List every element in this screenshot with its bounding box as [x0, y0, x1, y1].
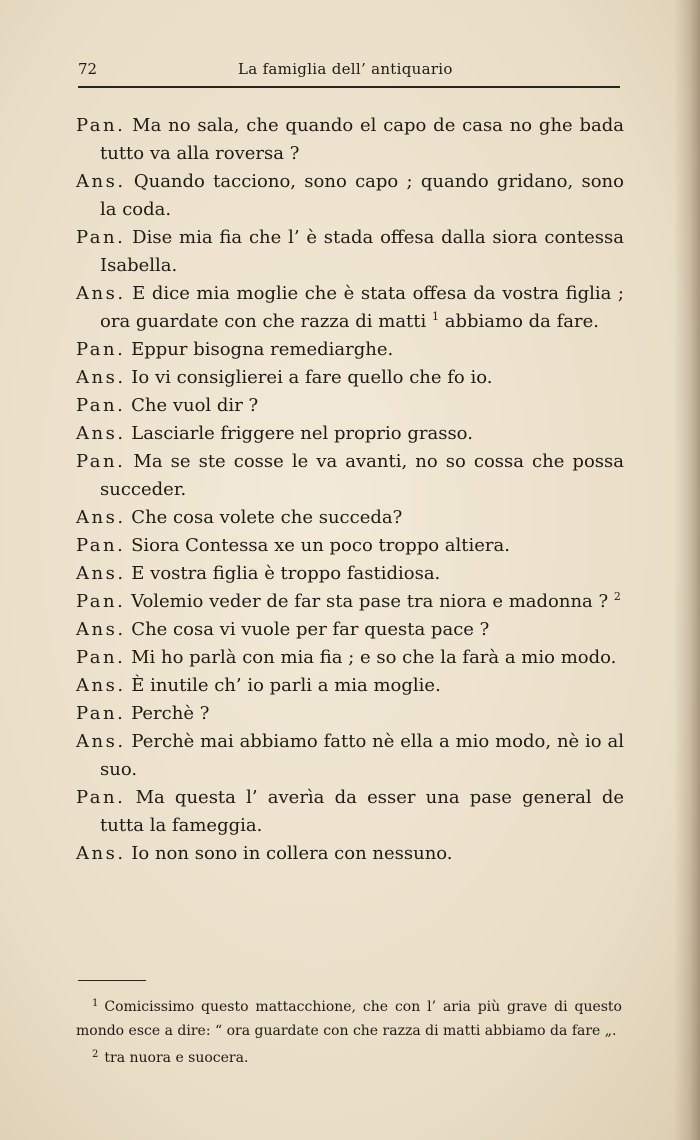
speaker-label: Ans. — [76, 675, 126, 696]
speaker-label: Ans. — [76, 507, 126, 528]
speaker-label: Ans. — [76, 843, 126, 864]
dialogue-line — [76, 672, 624, 700]
footnote-text: Comicissimo questo mattacchione, che con l’ aria più grave di questo mondo esce a dire: “ ora guardate con che razza di matti abbiamo da fare „. — [76, 999, 622, 1039]
line-text: È inutile ch’ io parli a mia moglie. — [131, 675, 441, 696]
speaker-label: Pan. — [76, 451, 126, 472]
speaker-label: Pan. — [76, 115, 126, 136]
dialogue-line — [76, 112, 624, 168]
speaker-label: Pan. — [76, 591, 126, 612]
speaker-label: Ans. — [76, 171, 126, 192]
speaker-label: Ans. — [76, 423, 126, 444]
line-text: E vostra figlia è troppo fastidiosa. — [131, 563, 441, 584]
line-text: Lasciarle friggere nel proprio grasso. — [131, 423, 473, 444]
speaker-label: Ans. — [76, 563, 126, 584]
dialogue-line — [76, 728, 624, 784]
dialogue-line — [76, 532, 624, 560]
speaker-label: Pan. — [76, 647, 126, 668]
footnote-mark: 2 — [92, 1049, 99, 1060]
dialogue-line — [76, 392, 624, 420]
dialogue-line — [76, 280, 624, 336]
footnotes — [76, 992, 622, 1070]
line-text: Ma se ste cosse le va avanti, no so cossa che possa succeder. — [100, 451, 624, 500]
dialogue-line — [76, 784, 624, 840]
line-text: Ma questa l’ averìa da esser una pase general de tutta la fameggia. — [100, 787, 624, 836]
speaker-label: Pan. — [76, 339, 126, 360]
line-text: Mi ho parlà con mia fia ; e so che la farà a mio modo. — [131, 647, 617, 668]
line-text: Perchè ? — [131, 703, 210, 724]
speaker-label: Ans. — [76, 619, 126, 640]
footnote-text: tra nuora e suocera. — [104, 1050, 249, 1066]
line-text: Ma no sala, che quando el capo de casa no ghe bada tutto va alla roversa ? — [100, 115, 624, 164]
line-text: Io vi consiglierei a fare quello che fo io. — [131, 367, 493, 388]
speaker-label: Pan. — [76, 395, 126, 416]
footnote-ref: 1 — [432, 310, 440, 323]
dialogue-line — [76, 616, 624, 644]
running-title: La famiglia dell’ antiquario — [238, 60, 453, 78]
line-text: Perchè mai abbiamo fatto nè ella a mio modo, nè io al suo. — [100, 731, 624, 780]
dialogue-line — [76, 840, 624, 868]
footnote — [76, 992, 622, 1043]
dialogue-line — [76, 448, 624, 504]
line-text: Eppur bisogna remediarghe. — [131, 339, 394, 360]
line-text: Che vuol dir ? — [131, 395, 259, 416]
speaker-label: Ans. — [76, 731, 126, 752]
line-text: E dice mia moglie che è stata offesa da vostra figlia ; ora guardate con che razza di matti — [100, 283, 624, 332]
dialogue-line — [76, 420, 624, 448]
dialogue-line — [76, 644, 624, 672]
dialogue-line — [76, 588, 624, 616]
footnote-ref: 2 — [613, 590, 621, 603]
line-text: Io non sono in collera con nessuno. — [131, 843, 453, 864]
speaker-label: Pan. — [76, 787, 126, 808]
line-text: Dise mia fia che l’ è stada offesa dalla siora contessa Isabella. — [100, 227, 624, 276]
speaker-label: Ans. — [76, 367, 126, 388]
speaker-label: Ans. — [76, 283, 126, 304]
dialogue-line — [76, 504, 624, 532]
dialogue-line — [76, 560, 624, 588]
footnote-divider — [78, 980, 146, 981]
dialogue-body — [76, 112, 624, 868]
line-text: Quando tacciono, sono capo ; quando gridano, sono la coda. — [100, 171, 624, 220]
page-edge-shadow — [674, 0, 700, 1140]
page-number: 72 — [78, 60, 98, 78]
line-text: Siora Contessa xe un poco troppo altiera. — [131, 535, 510, 556]
speaker-label: Pan. — [76, 535, 126, 556]
line-text: Volemio veder de far sta pase tra niora e madonna ? — [131, 591, 609, 612]
page-header — [78, 58, 620, 88]
dialogue-line — [76, 700, 624, 728]
line-text-continued: abbiamo da fare. — [444, 311, 599, 332]
speaker-label: Pan. — [76, 703, 126, 724]
dialogue-line — [76, 168, 624, 224]
dialogue-line — [76, 224, 624, 280]
footnote-mark: 1 — [92, 998, 99, 1009]
line-text: Che cosa volete che succeda? — [131, 507, 403, 528]
dialogue-line — [76, 336, 624, 364]
speaker-label: Pan. — [76, 227, 126, 248]
dialogue-line — [76, 364, 624, 392]
footnote — [76, 1043, 622, 1070]
line-text: Che cosa vi vuole per far questa pace ? — [131, 619, 490, 640]
